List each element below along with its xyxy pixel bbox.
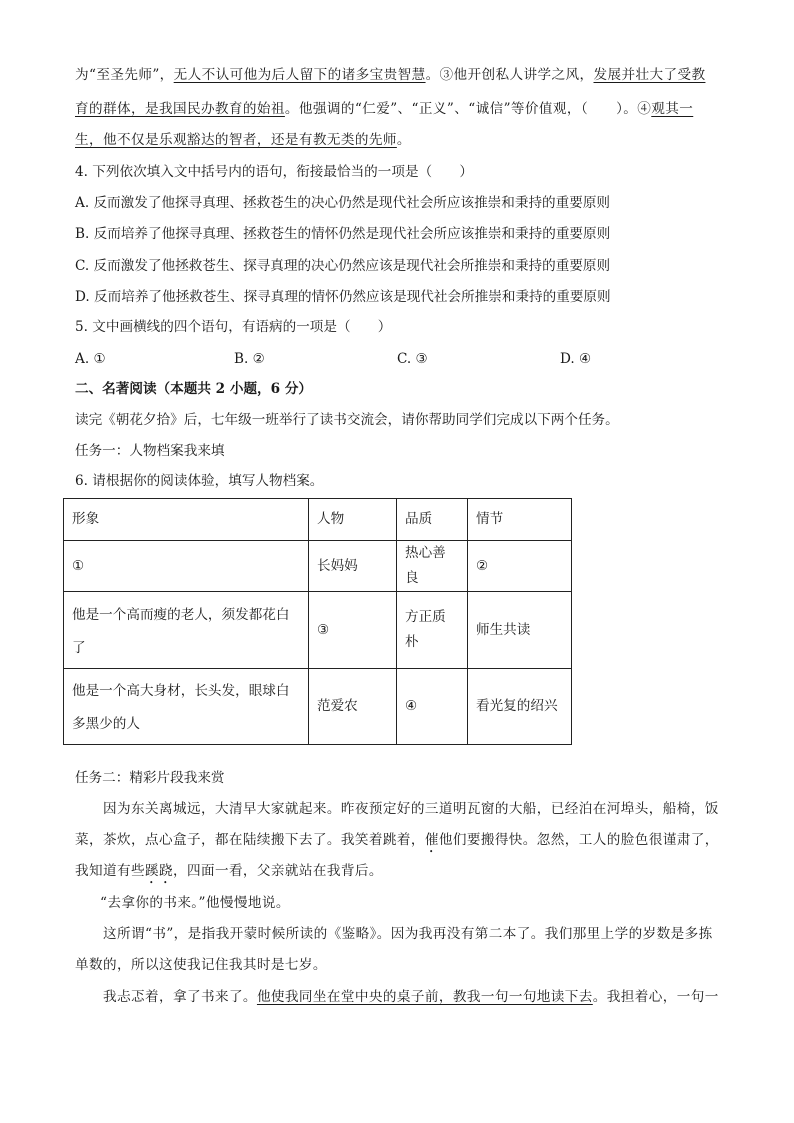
character-profile-table xyxy=(63,498,572,745)
underlined-sentence-3: 发展并壮大了受教 xyxy=(593,67,706,83)
task-2-title: 任务二：精彩片段我来赏 xyxy=(75,770,225,786)
table-cell-blank-2[interactable]: ② xyxy=(468,541,572,592)
passage-line-2 xyxy=(75,100,693,118)
underlined-sentence-4-cont: 生，他不仅是乐观豁达的智者，还是有教无类的先师 xyxy=(75,132,397,148)
section-2-intro: 读完《朝花夕拾》后，七年级一班举行了读书交流会，请你帮助同学们完成以下两个任务。 xyxy=(75,412,619,428)
table-header-cell: 形象 xyxy=(64,499,309,541)
emphasized-word: 催 xyxy=(424,832,439,848)
cell-line: 他是一个高而瘦的老人，须发都花白 xyxy=(72,606,290,623)
table-cell-blank-3[interactable]: ③ xyxy=(309,592,397,669)
question-4-stem: 4. 下列依次填入文中括号内的语句，衔接最恰当的一项是（ ） xyxy=(75,164,473,180)
table-cell: 看光复的绍兴 xyxy=(468,669,572,745)
table-cell-blank-1[interactable]: ① xyxy=(64,541,309,592)
excerpt-text: ，四面一看，父亲就站在我背后。 xyxy=(172,863,383,879)
table-header-cell: 品质 xyxy=(397,499,468,541)
question-5-option-d[interactable]: D. ④ xyxy=(560,351,592,367)
excerpt-text: 。我担着心，一句一 xyxy=(592,989,719,1005)
question-5-option-c[interactable]: C. ③ xyxy=(397,351,428,367)
table-row xyxy=(64,592,572,669)
question-4-option-c[interactable]: C. 反而激发了他拯救苍生、探寻真理的决心仍然应该是现代社会所推崇和秉持的重要原则 xyxy=(75,258,611,274)
emphasized-word: 蹊跷 xyxy=(144,863,173,879)
question-5-option-a[interactable]: A. ① xyxy=(75,351,106,367)
cell-line: 多黑少的人 xyxy=(72,716,140,732)
excerpt-line-4: “去拿你的书来。”他慢慢地说。 xyxy=(100,895,290,911)
table-cell xyxy=(64,592,309,669)
task-1-title: 任务一：人物档案我来填 xyxy=(75,443,225,459)
excerpt-text: 菜，茶炊，点心盒子，都在陆续搬下去了。我笑着跳着， xyxy=(75,832,425,848)
underlined-sentence-2: 无人不认可他为后人留下的诸多宝贵智慧 xyxy=(173,67,426,83)
table-cell: 方正质朴 xyxy=(397,592,468,669)
excerpt-text: 我忐忑着，拿了书来了。 xyxy=(103,989,257,1005)
excerpt-line-7 xyxy=(103,988,719,1006)
underlined-excerpt-sentence: 他使我同坐在堂中央的桌子前，教我一句一句地读下去 xyxy=(256,989,593,1005)
passage-text: 为“至圣先师”， xyxy=(75,67,174,83)
table-cell: 长妈妈 xyxy=(309,541,397,592)
excerpt-line-6: 单数的，所以这使我记住我其时是七岁。 xyxy=(75,957,327,973)
question-5-stem: 5. 文中画横线的四个语句，有语病的一项是（ ） xyxy=(75,319,392,335)
table-cell: 师生共读 xyxy=(468,592,572,669)
excerpt-line-1: 因为东关离城远，大清早大家就起来。昨夜预定好的三道明瓦窗的大船，已经泊在河埠头，船椅，饭 xyxy=(103,801,719,817)
underlined-sentence-4: 观其一 xyxy=(651,101,694,117)
passage-text: 。他强调的“仁爱”、“正义”、“诚信”等价值观，（ ）。④ xyxy=(284,101,652,117)
question-5-option-b[interactable]: B. ② xyxy=(234,351,265,367)
table-row xyxy=(64,669,572,745)
section-2-title: 二、名著阅读（本题共 2 小题，6 分） xyxy=(75,381,313,397)
passage-line-3 xyxy=(75,131,411,149)
excerpt-text: 我知道有些 xyxy=(75,863,145,879)
cell-line: 他是一个高大身材，长头发，眼球白 xyxy=(72,683,290,699)
table-row xyxy=(64,541,572,592)
table-cell-blank-4[interactable]: ④ xyxy=(397,669,468,745)
question-6-stem: 6. 请根据你的阅读体验，填写人物档案。 xyxy=(75,473,324,489)
table-header-cell: 情节 xyxy=(468,499,572,541)
table-cell: 范爱农 xyxy=(309,669,397,745)
excerpt-line-3 xyxy=(75,862,383,887)
question-4-option-a[interactable]: A. 反而激发了他探寻真理、拯救苍生的决心仍然是现代社会所应该推崇和秉持的重要原则 xyxy=(75,195,611,211)
excerpt-line-5: 这所谓“书”，是指我开蒙时候所读的《鉴略》。因为我再没有第二本了。我们那里上学的岁数是多拣 xyxy=(103,926,713,942)
cell-line: 了 xyxy=(72,639,86,656)
excerpt-line-2 xyxy=(75,831,719,856)
table-cell: 热心善良 xyxy=(397,541,468,592)
table-header-cell: 人物 xyxy=(309,499,397,541)
question-4-option-d[interactable]: D. 反而培养了他拯救苍生、探寻真理的情怀仍然应该是现代社会所推崇和秉持的重要原则 xyxy=(75,289,611,305)
passage-line-1 xyxy=(75,66,705,84)
underlined-sentence-3-cont: 育的群体，是我国民办教育的始祖 xyxy=(75,101,285,117)
question-4-option-b[interactable]: B. 反而培养了他探寻真理、拯救苍生的情怀仍然是现代社会所应该推崇和秉持的重要原则 xyxy=(75,226,611,242)
table-cell xyxy=(64,669,309,745)
passage-text: 。 xyxy=(396,132,411,148)
excerpt-text: 他们要搬得快。忽然，工人的脸色很谨肃了， xyxy=(438,832,719,848)
passage-text: 。③他开创私人讲学之风， xyxy=(425,67,594,83)
table-header-row xyxy=(64,499,572,541)
